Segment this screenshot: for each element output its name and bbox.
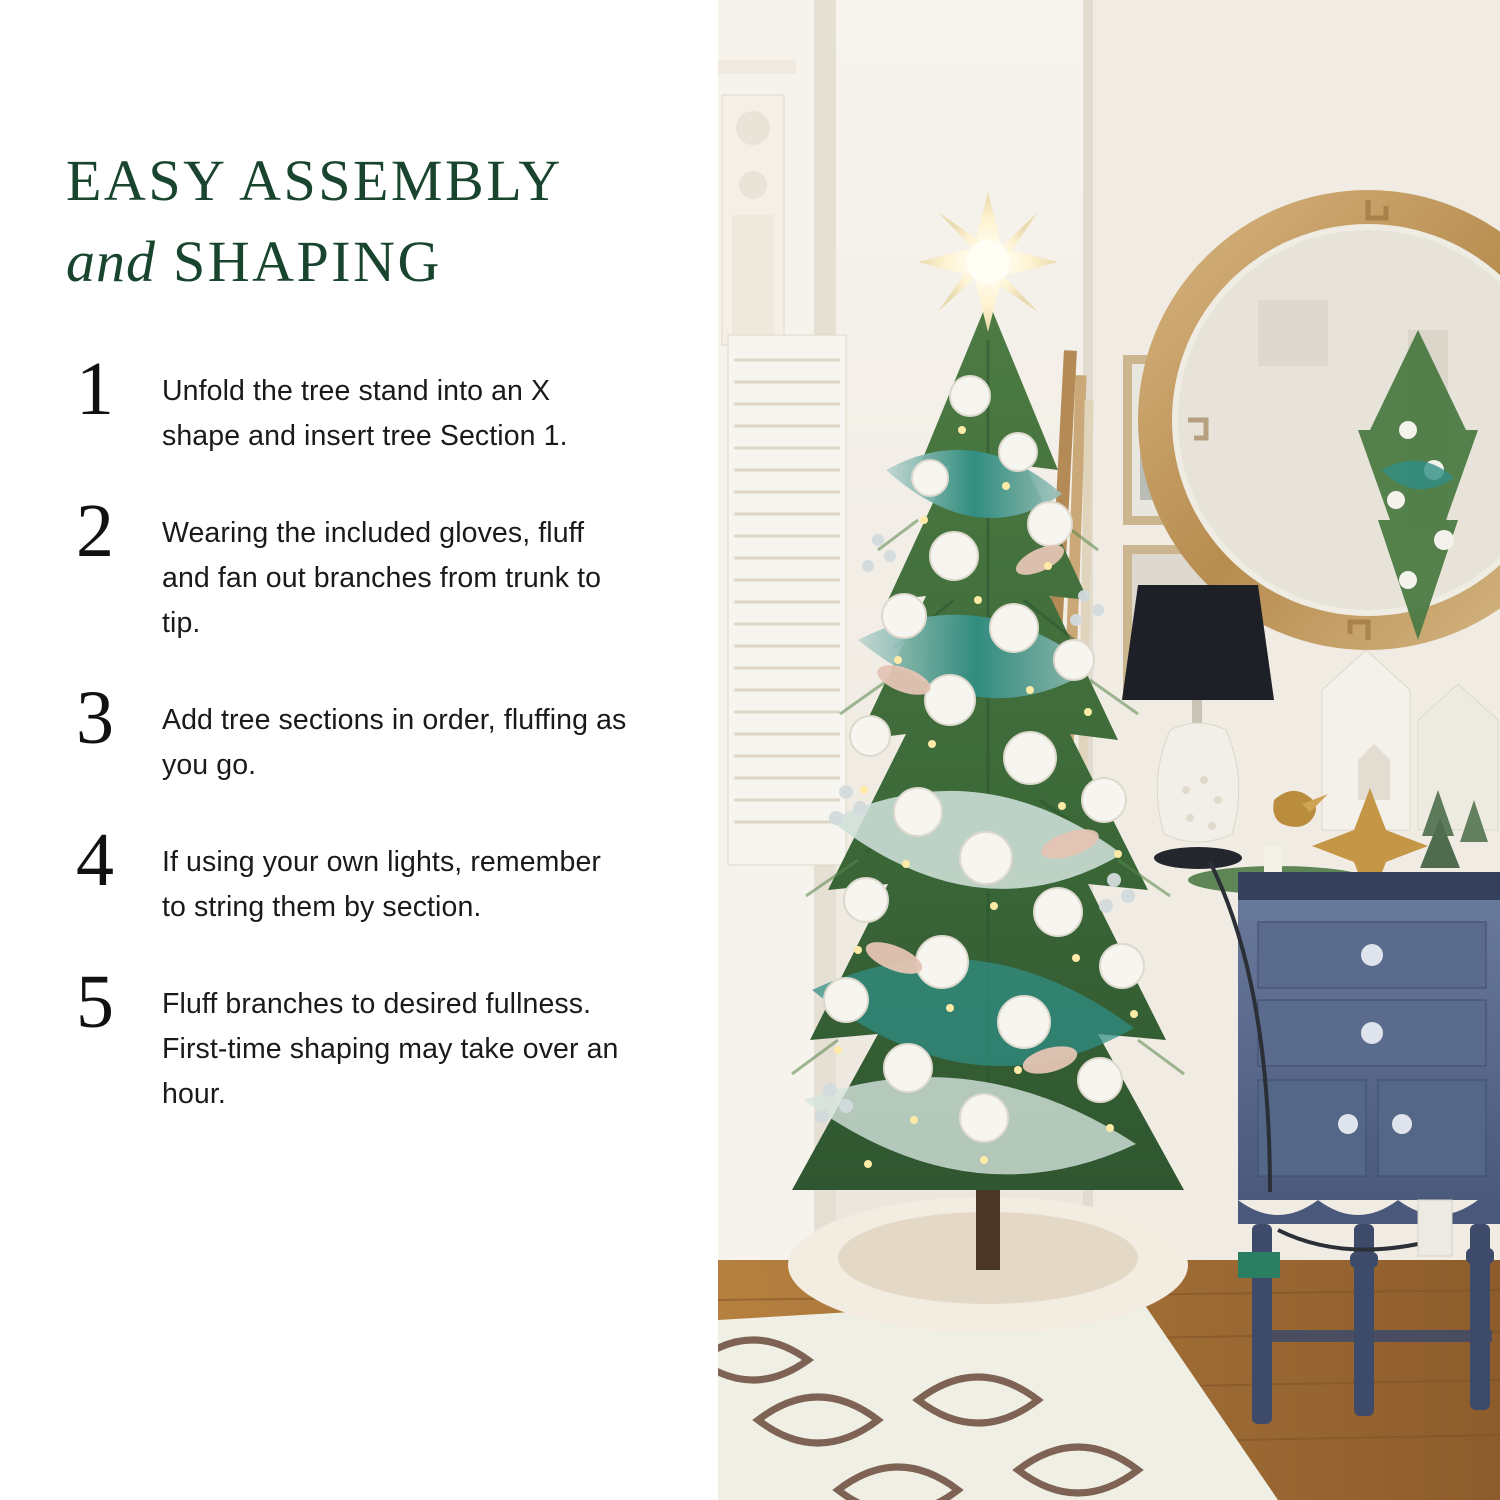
headline-line-1: EASY ASSEMBLY	[66, 148, 563, 213]
step-number: 4	[76, 818, 114, 903]
step-text: Unfold the tree stand into an X shape and insert tree Section 1.	[162, 375, 568, 453]
wall-molding	[722, 95, 784, 345]
headline-line-2-rest: SHAPING	[173, 228, 442, 294]
list-item	[66, 676, 658, 788]
step-number: 3	[76, 676, 114, 761]
headline-italic-word: and	[66, 228, 156, 294]
step-text: If using your own lights, remember to string them by section.	[162, 846, 601, 924]
step-number: 1	[76, 347, 114, 432]
steps-list	[66, 347, 658, 1117]
room-photo	[718, 0, 1500, 1500]
step-number: 5	[76, 960, 114, 1045]
room-scene-illustration	[718, 0, 1500, 1500]
step-number: 2	[76, 489, 114, 574]
star-tree-topper	[918, 192, 1058, 332]
step-text: Add tree sections in order, fluffing as you go.	[162, 704, 627, 782]
blue-sideboard	[1238, 872, 1500, 1424]
step-text: Fluff branches to desired fullness. First-time shaping may take over an hour.	[162, 988, 619, 1111]
list-item	[66, 960, 658, 1117]
list-item	[66, 489, 658, 646]
list-item	[66, 818, 658, 930]
list-item	[66, 347, 658, 459]
white-shutter	[728, 335, 846, 865]
headline-line-2	[66, 228, 658, 294]
page-title	[66, 150, 658, 293]
step-text: Wearing the included gloves, fluff and fan out branches from trunk to tip.	[162, 517, 602, 640]
instructions-panel	[0, 0, 718, 1500]
